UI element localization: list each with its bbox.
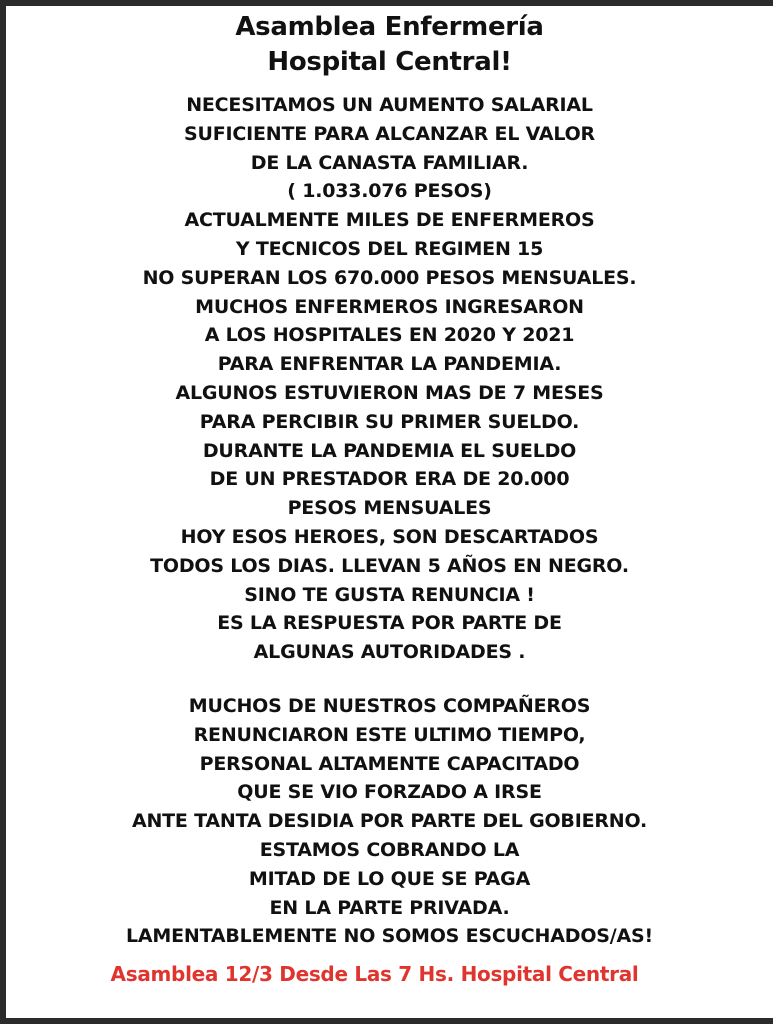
- body-line: PARA ENFRENTAR LA PANDEMIA.: [217, 353, 562, 376]
- body-line: ES LA RESPUESTA POR PARTE DE: [217, 612, 562, 635]
- body-line: ( 1.033.076 PESOS): [287, 180, 492, 203]
- body-line: PARA PERCIBIR SU PRIMER SUELDO.: [199, 410, 580, 433]
- body-line: Y TECNICOS DEL REGIMEN 15: [235, 237, 544, 260]
- body-line: MITAD DE LO QUE SE PAGA: [248, 867, 531, 890]
- body-line: TODOS LOS DIAS. LLEVAN 5 AÑOS EN NEGRO.: [150, 554, 629, 577]
- title-line-1: Asamblea Enfermería: [235, 12, 544, 42]
- body-line: ACTUALMENTE MILES DE ENFERMEROS: [184, 209, 595, 232]
- assembly-announcement: Asamblea 12/3 Desde Las 7 Hs. Hospital Central: [110, 962, 639, 987]
- body-line: LAMENTABLEMENTE NO SOMOS ESCUCHADOS/AS!: [126, 925, 653, 948]
- body-line: EN LA PARTE PRIVADA.: [269, 896, 510, 919]
- body-line: PERSONAL ALTAMENTE CAPACITADO: [199, 752, 580, 775]
- title-line-2: Hospital Central!: [267, 47, 512, 77]
- assembly-poster: [6, 6, 773, 1018]
- body-line: ALGUNOS ESTUVIERON MAS DE 7 MESES: [175, 381, 604, 404]
- body-line: NO SUPERAN LOS 670.000 PESOS MENSUALES.: [142, 266, 637, 289]
- body-line: PESOS MENSUALES: [287, 497, 492, 520]
- body-line: HOY ESOS HEROES, SON DESCARTADOS: [180, 525, 599, 548]
- body-line: MUCHOS ENFERMEROS INGRESARON: [195, 295, 584, 318]
- paragraph-demands: [6, 91, 773, 667]
- poster-title: [6, 10, 773, 80]
- paragraph-resignations: [6, 692, 773, 951]
- body-line: QUE SE VIO FORZADO A IRSE: [237, 781, 542, 804]
- body-line: ALGUNAS AUTORIDADES .: [253, 641, 526, 664]
- body-line: A LOS HOSPITALES EN 2020 Y 2021: [204, 324, 575, 347]
- body-line: RENUNCIARON ESTE ULTIMO TIEMPO,: [193, 723, 586, 746]
- body-line: DE UN PRESTADOR ERA DE 20.000: [209, 468, 570, 491]
- body-line: SINO TE GUSTA RENUNCIA !: [244, 583, 535, 606]
- body-line: ANTE TANTA DESIDIA POR PARTE DEL GOBIERNO.: [131, 810, 648, 833]
- poster-body: [6, 91, 773, 951]
- body-line: SUFICIENTE PARA ALCANZAR EL VALOR: [184, 122, 595, 145]
- body-line: ESTAMOS COBRANDO LA: [259, 838, 520, 861]
- body-line: MUCHOS DE NUESTROS COMPAÑEROS: [188, 694, 591, 717]
- paragraph-spacer: [6, 667, 773, 692]
- body-line: NECESITAMOS UN AUMENTO SALARIAL: [186, 94, 593, 116]
- body-line: DURANTE LA PANDEMIA EL SUELDO: [202, 439, 577, 462]
- body-line: DE LA CANASTA FAMILIAR.: [250, 151, 529, 174]
